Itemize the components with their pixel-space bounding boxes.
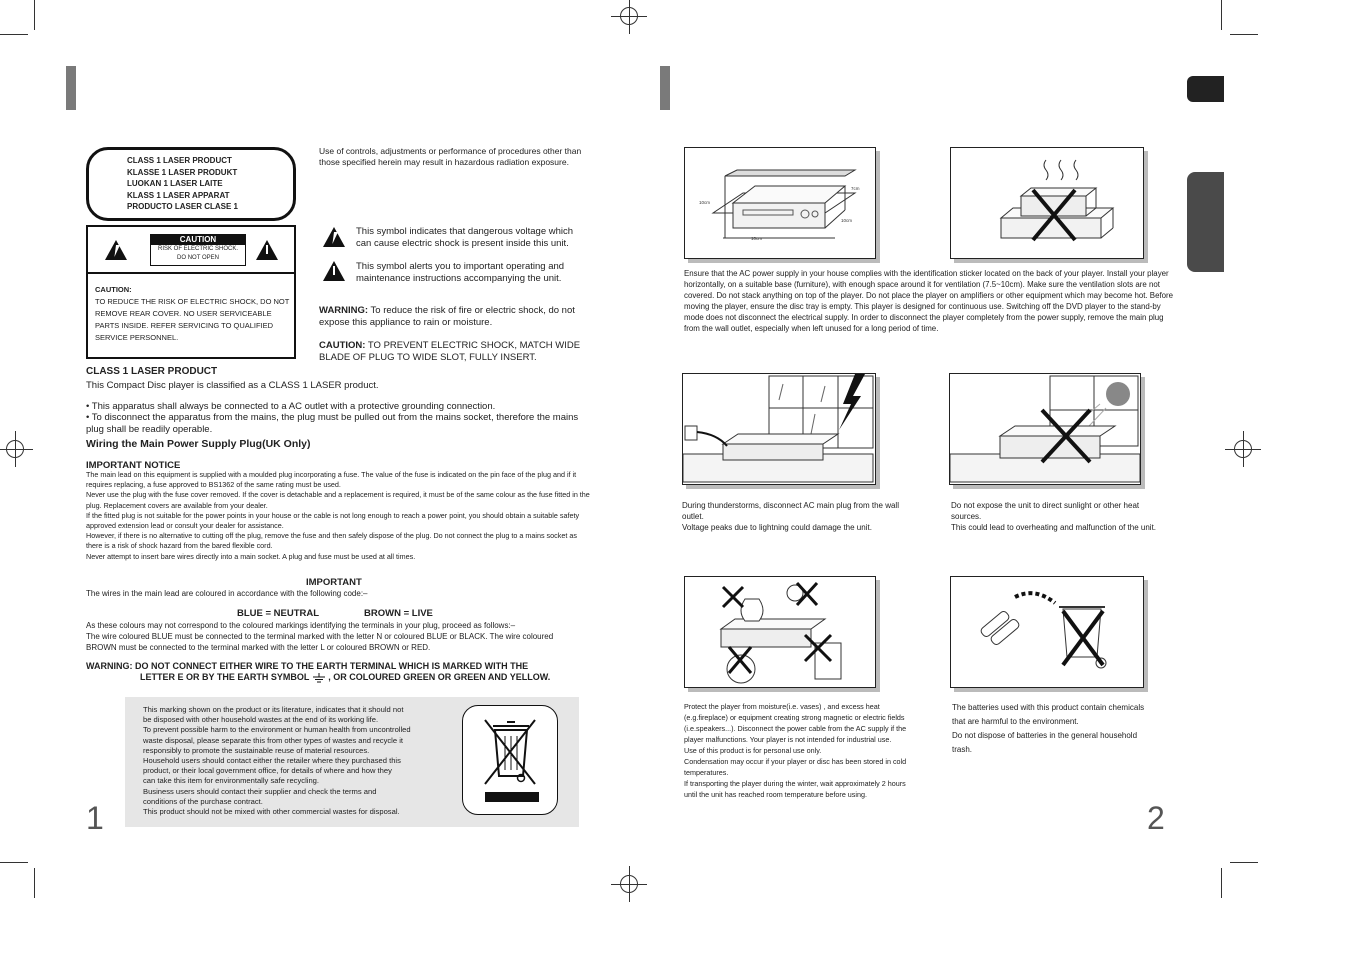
language-tab — [1187, 76, 1224, 102]
weee-line: can take this item for environmentally safe recycling. — [143, 776, 319, 786]
weee-line: product, or their local government office, for details of where and how they — [143, 766, 392, 776]
weee-bin-icon — [462, 705, 558, 815]
battery-caption: Do not dispose of batteries in the general household trash. — [952, 731, 1138, 754]
caution-sub: DO NOT OPEN — [177, 255, 219, 261]
registration-mark — [6, 440, 24, 458]
weee-line: This product should not be mixed with other commercial wastes for disposal. — [143, 807, 400, 817]
controls-text: Use of controls, adjustments or performance of procedures other than those specified herein may result in hazardous radiation exposure. — [319, 146, 582, 167]
moisture-caption: Protect the player from moisture(i.e. vases) , and excess heat (e.g.fireplace) or equipment creating strong magnetic or electric fields (i.e.speakers...). Disconnect the power cable from the AC supply if the player malfunctions. Your player is not intended for industrial use. — [684, 702, 907, 744]
important-text: The wires in the main lead are coloured in accordance with the following code:– — [86, 589, 368, 598]
weee-line: Household users should contact either the retailer where they purchased this — [143, 756, 401, 766]
battery-caption: The batteries used with this product contain chemicals that are harmful to the environment. — [952, 703, 1145, 726]
warning-line: DO NOT CONNECT EITHER WIRE TO THE EARTH TERMINAL WHICH IS MARKED WITH THE — [135, 661, 529, 671]
thunder-caption: Voltage peaks due to lightning could damage the unit. — [682, 523, 872, 532]
notice-para: Never attempt to insert bare wires directly into a main socket. A plug and fuse must be used at all times. — [86, 551, 416, 561]
weee-line: Business users should contact their supplier and check the terms and — [143, 786, 377, 796]
warning-line: , OR COLOURED GREEN OR GREEN AND YELLOW. — [328, 672, 551, 682]
wire-para: As these colours may not correspond to the coloured markings identifying the terminals in your plug, proceed as follows:– — [86, 621, 516, 630]
dimension-label: 10cm — [841, 218, 853, 223]
caution-title: CAUTION: — [95, 285, 132, 294]
blue-neutral: BLUE = NEUTRAL — [237, 608, 320, 619]
page-number: 2 — [1147, 800, 1165, 836]
battery-disposal-illustration — [950, 576, 1144, 688]
laser-label: KLASS 1 LASER APPARAT — [127, 190, 230, 200]
crop-mark — [34, 0, 35, 30]
thunderstorm-illustration — [682, 373, 876, 485]
caution-sub: RISK OF ELECTRIC SHOCK. — [157, 246, 238, 252]
exclamation-warning-icon — [256, 240, 278, 260]
caution-text: TO REDUCE THE RISK OF ELECTRIC SHOCK, DO NOT REMOVE REAR COVER. NO USER SERVICEABLE PARTS INSIDE. REFER SERVICING TO QUALIFIED SERVICE PERSONNEL. — [95, 297, 290, 342]
dimension-label: 7cm — [851, 186, 860, 191]
registration-mark — [620, 7, 638, 25]
earth-symbol-icon — [312, 673, 326, 683]
ventilation-illustration — [684, 147, 876, 259]
weee-line: This marking shown on the product or its literature, indicates that it should not — [143, 705, 404, 714]
lightning-warning-icon — [323, 227, 345, 247]
registration-mark — [1234, 440, 1252, 458]
wiring-heading: Wiring the Main Power Supply Plug(UK Only) — [86, 438, 311, 450]
caution-label: CAUTION — [151, 235, 245, 245]
crop-mark — [1221, 868, 1222, 898]
laser-label: CLASS 1 LASER PRODUCT — [127, 156, 232, 165]
no-stacking-illustration — [950, 147, 1144, 259]
class1-text: This Compact Disc player is classified as a CLASS 1 LASER product. — [86, 380, 379, 391]
dimension-label: 10cm — [699, 200, 711, 205]
page-number: 1 — [86, 800, 104, 836]
symbol-text: This symbol alerts you to important operating and maintenance instructions accompanying the unit. — [356, 261, 565, 284]
warning-line: LETTER E OR BY THE EARTH SYMBOL — [140, 672, 310, 682]
notice-heading: IMPORTANT NOTICE — [86, 460, 181, 471]
section-bar — [660, 66, 670, 110]
wire-para: The wire coloured BLUE must be connected to the terminal marked with the letter N or coloured BLUE or BLACK. The wire coloured BROWN must be connected to the terminal marked with the letter L or coloured BROWN or RED. — [86, 632, 554, 652]
exclamation-warning-icon — [323, 261, 345, 281]
warning-label: WARNING: — [86, 661, 133, 671]
sun-caption: Do not expose the unit to direct sunlight or other heat sources. — [951, 501, 1140, 521]
crop-mark — [1230, 862, 1258, 863]
caution-label: CAUTION: — [319, 340, 366, 351]
notice-para: If the fitted plug is not suitable for the power points in your house or the cable is not long enough to reach a power point, you should obtain a suitable safety approved extension lead or consult your dealer for assistance. — [86, 510, 580, 531]
weee-box — [125, 697, 579, 827]
weee-line: be disposed with other household wastes at the end of its working life. — [143, 715, 379, 725]
symbol-text: This symbol indicates that dangerous voltage which can cause electric shock is present inside this unit. — [356, 226, 574, 249]
class1-heading: CLASS 1 LASER PRODUCT — [86, 366, 218, 377]
moisture-caption: If transporting the player during the winter, wait approximately 2 hours until the unit has reached room temperature before using. — [684, 779, 906, 799]
sunlight-illustration — [949, 373, 1141, 485]
weee-line: waste disposal, please separate this from other types of wastes and recycle it — [143, 735, 404, 745]
lightning-warning-icon — [105, 240, 127, 260]
crop-mark — [34, 868, 35, 898]
moisture-illustration — [684, 576, 876, 688]
side-tab — [1187, 172, 1224, 272]
ventilation-text: Ensure that the AC power supply in your house complies with the identification sticker located on the back of your player. Install your player horizontally, on a suitable base (furniture), with enough space around it for ventilation (7.5~10cm). Make sure the ventilation slots are not covered. Do not stack anything on top of the player. Do not place the player on amplifiers or other equipment which may become hot. Before moving the player, ensure the disc tray is empty. This player is designed for continuous use. Switching off the DVD player to the stand-by mode does not disconnect the electrical supply. In order to disconnect the player completely from the power supply, remove the main plug from the wall outlet, especially when left unused for a long period of time. — [684, 269, 1174, 334]
crop-mark — [1230, 34, 1258, 35]
sun-caption: This could lead to overheating and malfunction of the unit. — [951, 523, 1157, 532]
caution-text: TO PREVENT ELECTRIC SHOCK, MATCH WIDE BLADE OF PLUG TO WIDE SLOT, FULLY INSERT. — [319, 340, 581, 363]
laser-label: KLASSE 1 LASER PRODUKT — [127, 167, 238, 177]
laser-label: PRODUCTO LASER CLASE 1 — [127, 202, 238, 211]
weee-line: responsibly to promote the sustainable reuse of material resources. — [143, 745, 370, 755]
weee-line: To prevent possible harm to the environment or human health from uncontrolled — [143, 725, 411, 735]
bullet: • This apparatus shall always be connected to a AC outlet with a protective grounding connection. — [86, 401, 496, 412]
thunder-caption: During thunderstorms, disconnect AC main plug from the wall outlet. — [682, 501, 899, 521]
dimension-label: 10cm — [751, 236, 763, 241]
warning-label: WARNING: — [319, 305, 369, 316]
crop-mark — [0, 34, 28, 35]
notice-para: The main lead on this equipment is supplied with a moulded plug incorporating a fuse. The value of the fuse is indicated on the pin face of the plug and if it requires replacing, a fuse approved to BS1362 of the same rating must be used. — [86, 470, 577, 490]
weee-line: conditions of the purchase contract. — [143, 796, 263, 806]
moisture-caption: Use of this product is for personal use only. — [684, 746, 822, 755]
laser-label-box — [86, 147, 296, 221]
registration-mark — [620, 875, 638, 893]
crop-mark — [0, 862, 28, 863]
notice-para: Never use the plug with the fuse cover removed. If the cover is detachable and a replacement is required, it must be of the same colour as the fuse fitted in the plug. Replacement covers are available from your dealer. — [86, 490, 590, 510]
caution-box — [86, 225, 296, 359]
warning-text: To reduce the risk of fire or electric shock, do not expose this appliance to rain or moisture. — [319, 305, 575, 328]
important-heading: IMPORTANT — [306, 577, 362, 588]
bullet: • To disconnect the apparatus from the mains, the plug must be pulled out from the mains socket, therefore the mains plug shall be readily operable. — [86, 412, 579, 435]
brown-live: BROWN = LIVE — [364, 608, 433, 619]
moisture-caption: Condensation may occur if your player or disc has been stored in cold temperatures. — [684, 757, 907, 777]
section-bar — [66, 66, 76, 110]
crop-mark — [1221, 0, 1222, 30]
laser-label: LUOKAN 1 LASER LAITE — [127, 179, 223, 188]
notice-para: However, if there is no alternative to cutting off the plug, remove the fuse and then safely dispose of the plug. Do not connect the plug to a mains socket as there is a risk of shock hazard from the bared flexible cord. — [86, 531, 577, 551]
